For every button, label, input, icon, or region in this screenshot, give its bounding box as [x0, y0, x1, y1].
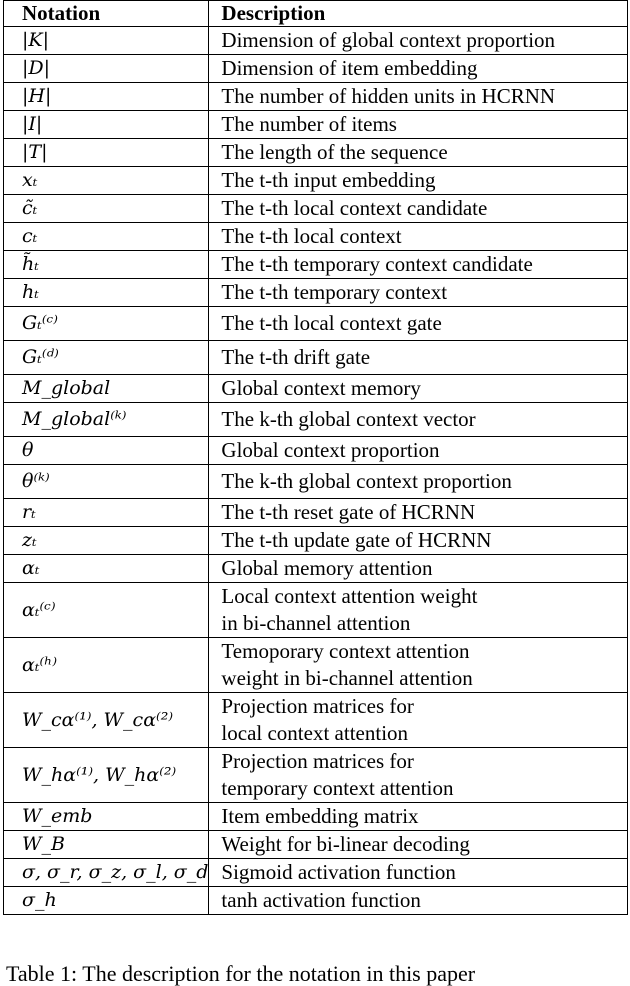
table-row — [4, 111, 628, 139]
table-row — [4, 887, 628, 915]
description-cell: Global context proportion — [209, 437, 628, 465]
description-cell: The t-th input embedding — [209, 167, 628, 195]
notation-cell: αₜ⁽ʰ⁾ — [4, 638, 209, 693]
notation-cell: zₜ — [4, 527, 209, 555]
table-row — [4, 499, 628, 527]
notation-cell: M_global — [4, 375, 209, 403]
description-cell: The t-th temporary context candidate — [209, 251, 628, 279]
description-cell: Sigmoid activation function — [209, 859, 628, 887]
table-row — [4, 748, 628, 803]
description-cell: The t-th local context gate — [209, 307, 628, 341]
description-cell: Weight for bi-linear decoding — [209, 831, 628, 859]
description-cell: The t-th local context candidate — [209, 195, 628, 223]
notation-table — [3, 0, 628, 915]
table-row — [4, 803, 628, 831]
notation-cell: W_emb — [4, 803, 209, 831]
description-cell: Global memory attention — [209, 555, 628, 583]
description-cell: The k-th global context proportion — [209, 465, 628, 499]
description-cell: The t-th temporary context — [209, 279, 628, 307]
table-row — [4, 341, 628, 375]
description-cell: The t-th update gate of HCRNN — [209, 527, 628, 555]
notation-cell: |D| — [4, 55, 209, 83]
notation-cell: c̃ₜ — [4, 195, 209, 223]
table-row — [4, 859, 628, 887]
description-cell: The number of items — [209, 111, 628, 139]
table-row — [4, 403, 628, 437]
table-row — [4, 693, 628, 748]
description-cell: Projection matrices for local context attention — [209, 693, 628, 748]
table-row — [4, 27, 628, 55]
notation-cell: Gₜ⁽ᵈ⁾ — [4, 341, 209, 375]
notation-cell: W_B — [4, 831, 209, 859]
notation-cell: αₜ — [4, 555, 209, 583]
description-cell: Item embedding matrix — [209, 803, 628, 831]
table-row — [4, 527, 628, 555]
notation-cell: rₜ — [4, 499, 209, 527]
description-cell: Temoporary context attention weight in bi-channel attention — [209, 638, 628, 693]
notation-cell: |H| — [4, 83, 209, 111]
table-row — [4, 279, 628, 307]
notation-column-header: Notation — [4, 1, 209, 27]
table-row — [4, 83, 628, 111]
description-cell: The length of the sequence — [209, 139, 628, 167]
notation-cell: Gₜ⁽ᶜ⁾ — [4, 307, 209, 341]
table-row — [4, 307, 628, 341]
notation-cell: W_hα⁽¹⁾, W_hα⁽²⁾ — [4, 748, 209, 803]
notation-cell: cₜ — [4, 223, 209, 251]
table-row — [4, 831, 628, 859]
description-cell: The k-th global context vector — [209, 403, 628, 437]
description-cell: The number of hidden units in HCRNN — [209, 83, 628, 111]
table-header-row — [4, 1, 628, 27]
description-cell: The t-th local context — [209, 223, 628, 251]
notation-cell: σ, σ_r, σ_z, σ_l, σ_d — [4, 859, 209, 887]
notation-cell: M_global⁽ᵏ⁾ — [4, 403, 209, 437]
description-cell: Dimension of item embedding — [209, 55, 628, 83]
notation-cell: |T| — [4, 139, 209, 167]
notation-cell: αₜ⁽ᶜ⁾ — [4, 583, 209, 638]
description-cell: Local context attention weight in bi-channel attention — [209, 583, 628, 638]
notation-cell: |K| — [4, 27, 209, 55]
description-cell: Dimension of global context proportion — [209, 27, 628, 55]
notation-cell: σ_h — [4, 887, 209, 915]
table-row — [4, 223, 628, 251]
table-row — [4, 465, 628, 499]
notation-cell: θ — [4, 437, 209, 465]
table-row — [4, 638, 628, 693]
description-cell: The t-th drift gate — [209, 341, 628, 375]
table-row — [4, 195, 628, 223]
description-cell: tanh activation function — [209, 887, 628, 915]
description-cell: The t-th reset gate of HCRNN — [209, 499, 628, 527]
notation-cell: |I| — [4, 111, 209, 139]
description-cell: Global context memory — [209, 375, 628, 403]
description-column-header: Description — [209, 1, 628, 27]
table-caption: Table 1: The description for the notation in this paper — [6, 961, 476, 986]
notation-cell: W_cα⁽¹⁾, W_cα⁽²⁾ — [4, 693, 209, 748]
table-row — [4, 167, 628, 195]
notation-cell: h̃ₜ — [4, 251, 209, 279]
table-row — [4, 55, 628, 83]
table-row — [4, 555, 628, 583]
notation-cell: hₜ — [4, 279, 209, 307]
table-row — [4, 375, 628, 403]
notation-cell: θ⁽ᵏ⁾ — [4, 465, 209, 499]
table-row — [4, 437, 628, 465]
table-row — [4, 583, 628, 638]
description-cell: Projection matrices for temporary context attention — [209, 748, 628, 803]
table-row — [4, 139, 628, 167]
notation-cell: xₜ — [4, 167, 209, 195]
table-body — [4, 27, 628, 915]
table-row — [4, 251, 628, 279]
